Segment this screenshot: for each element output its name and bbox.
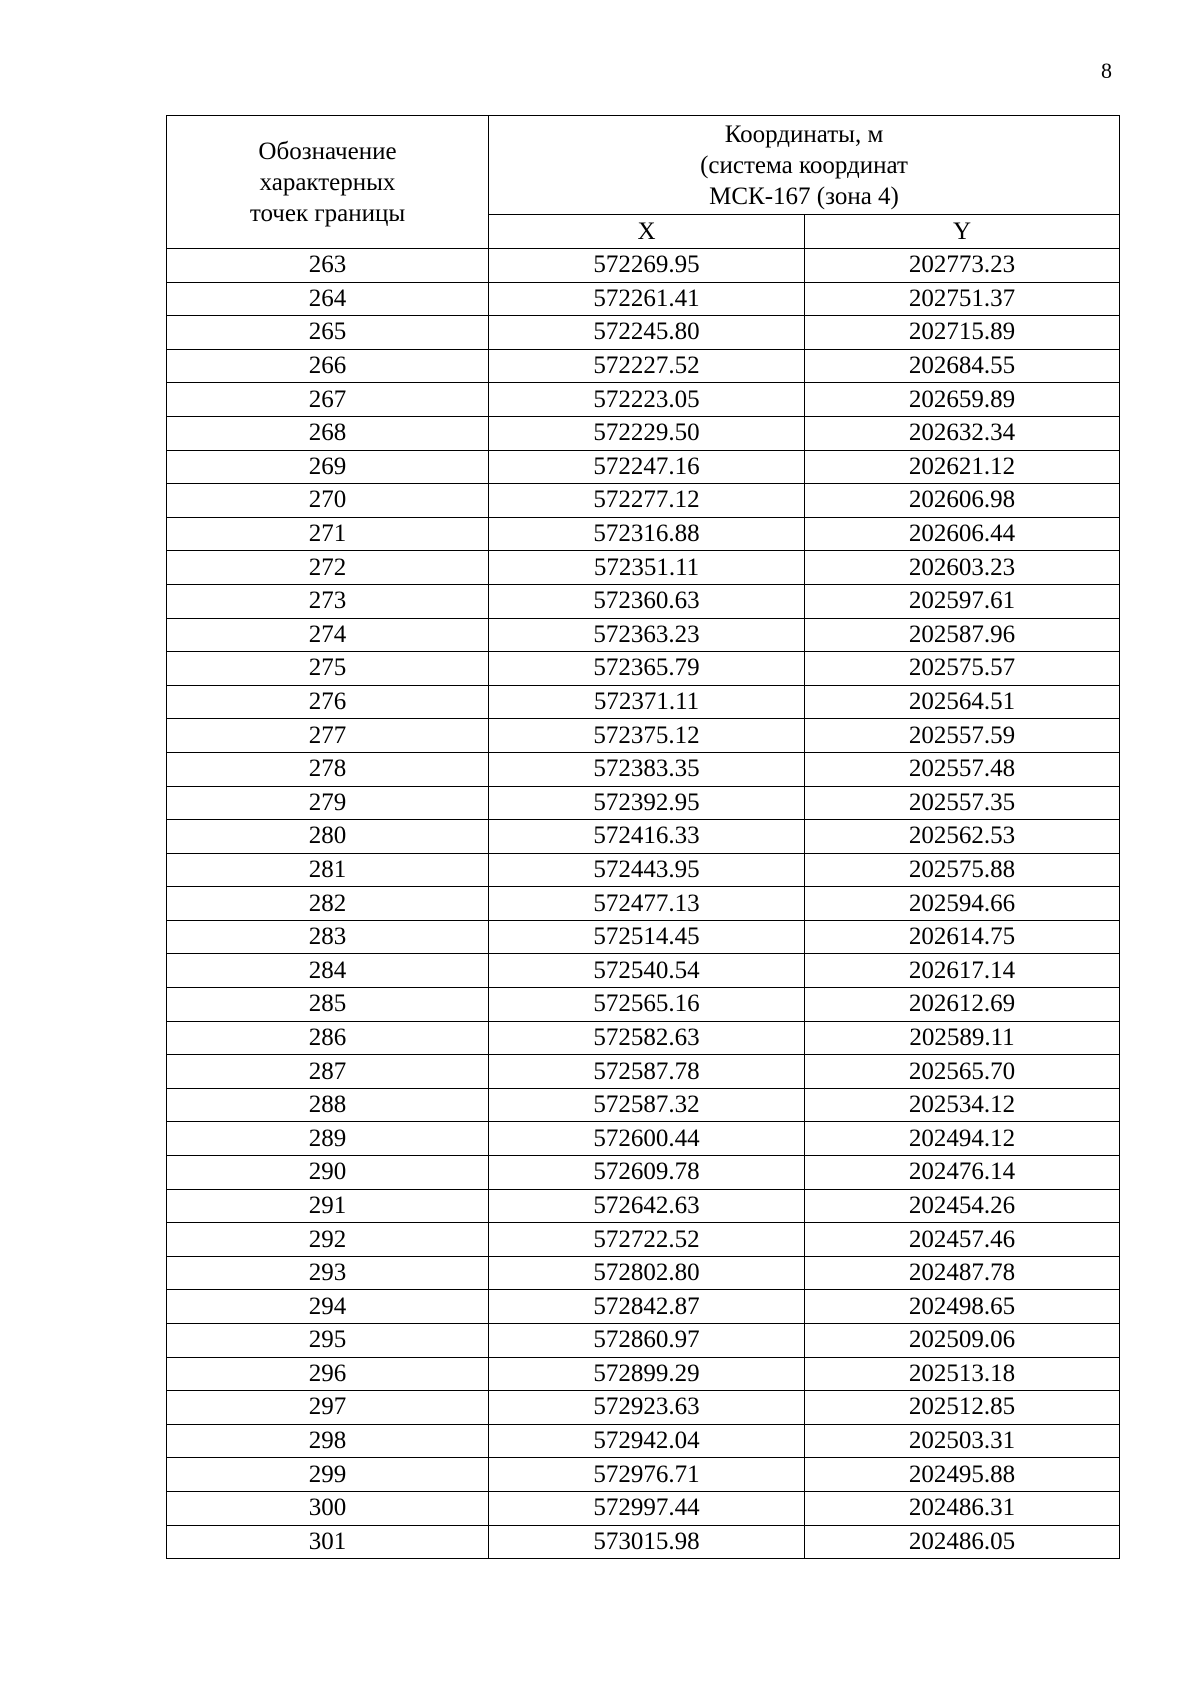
table-row: [167, 1491, 1120, 1525]
cell-y: 202632.34: [805, 416, 1120, 450]
table-row: [167, 249, 1120, 283]
cell-point: 272: [167, 551, 489, 585]
table-row: [167, 652, 1120, 686]
cell-point: 286: [167, 1021, 489, 1055]
cell-y: 202476.14: [805, 1156, 1120, 1190]
cell-point: 295: [167, 1324, 489, 1358]
cell-x: 572600.44: [489, 1122, 805, 1156]
cell-x: 572976.71: [489, 1458, 805, 1492]
table-row: [167, 517, 1120, 551]
cell-y: 202751.37: [805, 282, 1120, 316]
cell-y: 202715.89: [805, 316, 1120, 350]
table-row: [167, 349, 1120, 383]
cell-x: 572477.13: [489, 887, 805, 921]
cell-y: 202617.14: [805, 954, 1120, 988]
cell-y: 202589.11: [805, 1021, 1120, 1055]
table-row: [167, 752, 1120, 786]
cell-x: 572997.44: [489, 1491, 805, 1525]
cell-x: 572443.95: [489, 853, 805, 887]
table-row: [167, 1324, 1120, 1358]
cell-y: 202603.23: [805, 551, 1120, 585]
cell-x: 572416.33: [489, 820, 805, 854]
table-row: [167, 1055, 1120, 1089]
table-row: [167, 484, 1120, 518]
cell-x: 572363.23: [489, 618, 805, 652]
coordinates-table: [166, 115, 1120, 1559]
table-row: [167, 820, 1120, 854]
cell-x: 572277.12: [489, 484, 805, 518]
cell-point: 300: [167, 1491, 489, 1525]
cell-point: 273: [167, 584, 489, 618]
cell-y: 202534.12: [805, 1088, 1120, 1122]
cell-y: 202557.48: [805, 752, 1120, 786]
header-point-line-3: точек границы: [249, 199, 406, 227]
cell-y: 202557.59: [805, 719, 1120, 753]
table-row: [167, 584, 1120, 618]
table-row: [167, 1525, 1120, 1559]
cell-y: 202684.55: [805, 349, 1120, 383]
cell-x: 572245.80: [489, 316, 805, 350]
cell-x: 572540.54: [489, 954, 805, 988]
cell-y: 202498.65: [805, 1290, 1120, 1324]
cell-x: 573015.98: [489, 1525, 805, 1559]
table-row: [167, 1021, 1120, 1055]
cell-x: 572316.88: [489, 517, 805, 551]
cell-y: 202457.46: [805, 1223, 1120, 1257]
cell-y: 202557.35: [805, 786, 1120, 820]
cell-x: 572842.87: [489, 1290, 805, 1324]
cell-y: 202773.23: [805, 249, 1120, 283]
cell-point: 283: [167, 920, 489, 954]
cell-x: 572351.11: [489, 551, 805, 585]
cell-x: 572514.45: [489, 920, 805, 954]
cell-x: 572722.52: [489, 1223, 805, 1257]
cell-x: 572371.11: [489, 685, 805, 719]
cell-point: 289: [167, 1122, 489, 1156]
table-row: [167, 853, 1120, 887]
cell-point: 268: [167, 416, 489, 450]
cell-x: 572227.52: [489, 349, 805, 383]
header-y: Y: [805, 215, 1120, 249]
cell-point: 281: [167, 853, 489, 887]
cell-point: 296: [167, 1357, 489, 1391]
table-row: [167, 887, 1120, 921]
cell-y: 202513.18: [805, 1357, 1120, 1391]
cell-point: 282: [167, 887, 489, 921]
cell-point: 266: [167, 349, 489, 383]
table-row: [167, 551, 1120, 585]
cell-y: 202512.85: [805, 1391, 1120, 1425]
table-row: [167, 316, 1120, 350]
cell-y: 202606.44: [805, 517, 1120, 551]
cell-point: 263: [167, 249, 489, 283]
table-row: [167, 450, 1120, 484]
cell-x: 572365.79: [489, 652, 805, 686]
cell-x: 572609.78: [489, 1156, 805, 1190]
table-row: [167, 954, 1120, 988]
cell-y: 202486.31: [805, 1491, 1120, 1525]
cell-point: 298: [167, 1424, 489, 1458]
header-x: X: [489, 215, 805, 249]
cell-point: 291: [167, 1189, 489, 1223]
cell-point: 274: [167, 618, 489, 652]
cell-y: 202487.78: [805, 1256, 1120, 1290]
table-row: [167, 383, 1120, 417]
cell-y: 202503.31: [805, 1424, 1120, 1458]
cell-x: 572261.41: [489, 282, 805, 316]
cell-point: 301: [167, 1525, 489, 1559]
table-row: [167, 1256, 1120, 1290]
page-number: 8: [1101, 58, 1112, 83]
cell-y: 202587.96: [805, 618, 1120, 652]
cell-x: 572802.80: [489, 1256, 805, 1290]
cell-x: 572360.63: [489, 584, 805, 618]
cell-x: 572587.32: [489, 1088, 805, 1122]
table-row: [167, 1391, 1120, 1425]
cell-point: 271: [167, 517, 489, 551]
cell-point: 265: [167, 316, 489, 350]
cell-point: 292: [167, 1223, 489, 1257]
cell-x: 572565.16: [489, 988, 805, 1022]
cell-point: 269: [167, 450, 489, 484]
header-coords-line-1: Координаты, м: [724, 120, 884, 148]
cell-x: 572392.95: [489, 786, 805, 820]
cell-x: 572642.63: [489, 1189, 805, 1223]
cell-point: 277: [167, 719, 489, 753]
cell-y: 202621.12: [805, 450, 1120, 484]
table-row: [167, 719, 1120, 753]
cell-x: 572923.63: [489, 1391, 805, 1425]
table-row: [167, 988, 1120, 1022]
cell-x: 572375.12: [489, 719, 805, 753]
header-point-line-2: характерных: [259, 168, 396, 196]
table-row: [167, 1357, 1120, 1391]
table-header: [167, 116, 1120, 249]
table-row: [167, 1424, 1120, 1458]
cell-point: 280: [167, 820, 489, 854]
cell-y: 202565.70: [805, 1055, 1120, 1089]
table-row: [167, 685, 1120, 719]
cell-point: 297: [167, 1391, 489, 1425]
cell-x: 572587.78: [489, 1055, 805, 1089]
cell-point: 285: [167, 988, 489, 1022]
table-body: [167, 249, 1120, 1559]
cell-point: 299: [167, 1458, 489, 1492]
cell-point: 267: [167, 383, 489, 417]
cell-y: 202594.66: [805, 887, 1120, 921]
cell-point: 270: [167, 484, 489, 518]
header-coordinates: [489, 116, 1120, 215]
cell-x: 572229.50: [489, 416, 805, 450]
cell-y: 202486.05: [805, 1525, 1120, 1559]
table-row: [167, 1458, 1120, 1492]
cell-y: 202597.61: [805, 584, 1120, 618]
cell-point: 275: [167, 652, 489, 686]
table-row: [167, 416, 1120, 450]
cell-x: 572223.05: [489, 383, 805, 417]
cell-y: 202614.75: [805, 920, 1120, 954]
table-row: [167, 786, 1120, 820]
cell-y: 202564.51: [805, 685, 1120, 719]
table-row: [167, 282, 1120, 316]
cell-x: 572860.97: [489, 1324, 805, 1358]
cell-y: 202494.12: [805, 1122, 1120, 1156]
table-row: [167, 920, 1120, 954]
cell-x: 572942.04: [489, 1424, 805, 1458]
table-row: [167, 1088, 1120, 1122]
cell-x: 572383.35: [489, 752, 805, 786]
cell-x: 572582.63: [489, 1021, 805, 1055]
table-row: [167, 618, 1120, 652]
cell-point: 284: [167, 954, 489, 988]
header-point-designation: [167, 116, 489, 249]
table-row: [167, 1156, 1120, 1190]
cell-y: 202454.26: [805, 1189, 1120, 1223]
table-row: [167, 1122, 1120, 1156]
header-point-line-1: Обозначение: [258, 137, 397, 165]
cell-point: 290: [167, 1156, 489, 1190]
table-row: [167, 1290, 1120, 1324]
cell-x: 572247.16: [489, 450, 805, 484]
header-coords-line-3: МСК-167 (зона 4): [709, 182, 899, 210]
cell-y: 202612.69: [805, 988, 1120, 1022]
cell-y: 202495.88: [805, 1458, 1120, 1492]
cell-y: 202606.98: [805, 484, 1120, 518]
cell-y: 202509.06: [805, 1324, 1120, 1358]
cell-point: 264: [167, 282, 489, 316]
cell-point: 293: [167, 1256, 489, 1290]
cell-point: 276: [167, 685, 489, 719]
cell-y: 202659.89: [805, 383, 1120, 417]
table-row: [167, 1189, 1120, 1223]
cell-point: 294: [167, 1290, 489, 1324]
cell-point: 287: [167, 1055, 489, 1089]
table-row: [167, 1223, 1120, 1257]
cell-point: 288: [167, 1088, 489, 1122]
cell-y: 202575.57: [805, 652, 1120, 686]
cell-y: 202562.53: [805, 820, 1120, 854]
cell-point: 279: [167, 786, 489, 820]
cell-x: 572269.95: [489, 249, 805, 283]
cell-point: 278: [167, 752, 489, 786]
cell-x: 572899.29: [489, 1357, 805, 1391]
cell-y: 202575.88: [805, 853, 1120, 887]
header-coords-line-2: (система координат: [700, 151, 908, 179]
